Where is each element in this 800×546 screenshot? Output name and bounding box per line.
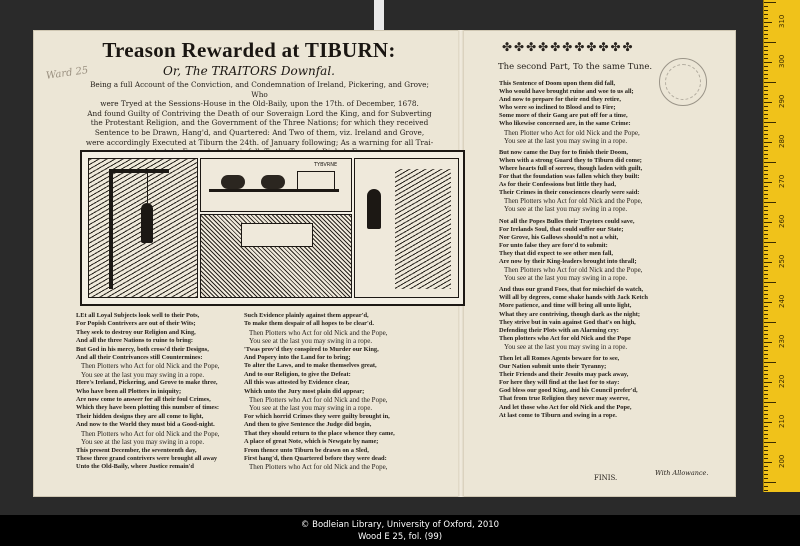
ruler-tick: [764, 430, 768, 431]
ruler-tick: [764, 406, 768, 407]
ruler-tick: [764, 214, 768, 215]
shelfmark-line: Wood E 25, fol. (99): [357, 532, 443, 542]
verse-line: Will all by degrees, come shake hands with Jack Ketch: [499, 294, 648, 302]
ruler-tick: [764, 182, 772, 183]
ruler-tick: [764, 30, 768, 31]
ruler-tick: [764, 354, 768, 355]
ruler-tick: [764, 350, 768, 351]
ruler-label: 290: [778, 94, 786, 108]
intro-line: were Tryed at the Sessions-House in the Old-Baily, upon the 17th. of December, 1678.: [100, 99, 419, 109]
verse-line: For here they will find at the last for to stay:: [499, 379, 620, 387]
ruler-tick: [764, 438, 768, 439]
verse-line: Then Plotters who Act for old Nick and the Pope,: [249, 396, 388, 405]
verse-column-3: [499, 80, 699, 420]
verse-line: 'Twas prov'd they conspired to Murder our King,: [244, 345, 379, 353]
ruler-tick: [764, 18, 768, 19]
ruler-tick: [764, 38, 768, 39]
verse-line: They that did expect to see other men fall,: [499, 249, 614, 257]
gallows-scene: [88, 158, 198, 298]
verse-line: For unto false they are fore'd to submit:: [499, 241, 608, 249]
part-two-heading: The second Part, To the same Tune.: [498, 62, 653, 72]
verse-line: You see at the last you may swing in a rope.: [81, 438, 205, 447]
ruler-tick: [764, 170, 768, 171]
ruler-tick: [764, 382, 772, 383]
ruler-tick: [764, 418, 768, 419]
verse-line: Then Plotters who Act for old Nick and the Pope,: [504, 197, 643, 206]
ruler-tick: [764, 230, 768, 231]
ruler-tick: [764, 54, 768, 55]
verse-line: For Popish Contrivers are out of their Wits;: [76, 320, 196, 328]
verse-line: You see at the last you may swing in a rope.: [81, 370, 205, 379]
ruler-tick: [764, 126, 768, 127]
intro-line: Being a full Account of the Conviction, and Condemnation of Ireland, Pickering, and Grove; Who: [90, 80, 429, 99]
ruler-tick: [764, 246, 768, 247]
verse-line: Some more of their Gang are put off for a time,: [499, 112, 628, 120]
verse-line: When with a strong Guard they to Tiburn did come;: [499, 156, 642, 164]
verse-line: More patience, and time will bring all unto light,: [499, 302, 632, 310]
verse-line: Nor Grove, his Gallows should'n not a whit,: [499, 233, 619, 241]
verse-line: That from true Religion they never may swerve,: [499, 395, 630, 403]
verse-line: And thus our grand Foes, that for mischief do watch,: [499, 286, 644, 294]
verse-line: And Popery into the Land for to bring;: [244, 354, 351, 362]
intro-line: the Protestant Religion, and the Government of the Three Nations; for which they received: [90, 118, 429, 128]
ruler-tick: [764, 206, 768, 207]
ruler-tick: [764, 174, 768, 175]
verse-line: Which unto the Jury most plain did appear;: [244, 387, 365, 395]
verse-line: You see at the last you may swing in a rope.: [249, 337, 373, 346]
ruler-tick: [764, 478, 768, 479]
verse-column-1: [76, 312, 246, 472]
verse-line: Who were so inclined to Blood and to Fire;: [499, 104, 616, 112]
verse-line: And now to the World they must bid a Good-night.: [76, 421, 215, 429]
verse-line: And now to prepare for their end they retire,: [499, 96, 621, 104]
ruler-label: 200: [778, 454, 786, 468]
ruler-tick: [764, 338, 768, 339]
verse-line: And let those who Act for old Nick and the Pope,: [499, 403, 632, 411]
ruler-tick: [764, 254, 768, 255]
intro-line: And found Guilty of Contriving the Death of our Soveraign Lord the King, and for Subverting: [87, 108, 432, 118]
ruler-tick: [764, 98, 768, 99]
ruler-tick: [764, 166, 768, 167]
ruler-tick: [764, 210, 768, 211]
ruler-tick: [764, 138, 768, 139]
intro-line: were accordingly Executed at Tiburn the 24th. of January following; As a warning for all Trai-: [85, 137, 434, 147]
ruler-tick: [764, 322, 776, 323]
ruler-tick: [764, 242, 776, 243]
verse-line: You see at the last you may swing in a rope.: [504, 205, 628, 214]
ruler-tick: [764, 362, 776, 363]
ruler-tick: [764, 414, 768, 415]
ruler-tick: [764, 194, 768, 195]
ruler-label: 270: [778, 174, 786, 188]
image-caption: [0, 519, 800, 543]
verse-line: They seek to destroy our Religion and King,: [76, 328, 196, 336]
ruler-tick: [764, 78, 768, 79]
ruler-tick: [764, 374, 768, 375]
verse-line: Then Plotters who Act for old Nick and the Pope,: [81, 429, 220, 438]
ruler-tick: [764, 298, 768, 299]
ruler-tick: [764, 422, 772, 423]
ruler-tick: [764, 386, 768, 387]
verse-line: Such Evidence plainly against them appear'd,: [244, 312, 369, 319]
ruler-tick: [764, 334, 768, 335]
ruler-tick: [764, 470, 768, 471]
ruler-tick: [764, 86, 768, 87]
ruler-tick: [764, 474, 768, 475]
verse-line: This Sentence of Doom upon them did fall,: [499, 80, 616, 87]
manuscript-shelfmark: Ward 25: [45, 65, 90, 82]
verse-line: These three grand contrivers were brought all away: [76, 454, 218, 462]
ruler-tick: [764, 74, 768, 75]
verse-line: Then Plotters who Act for old Nick and the Pope,: [249, 328, 388, 337]
ruler-tick: [764, 66, 768, 67]
prison-scene: [354, 158, 459, 298]
verse-line: God bless our good King, and his Council prefer'd,: [499, 387, 638, 395]
ruler-tick: [764, 22, 772, 23]
ruler-tick: [764, 370, 768, 371]
verse-line: And then to give Sentence the Judge did begin,: [244, 421, 372, 429]
ruler-tick: [764, 278, 768, 279]
ruler-tick: [764, 186, 768, 187]
intro-paragraph: [82, 80, 437, 157]
ruler-tick: [764, 154, 768, 155]
verse-line: Then let all Romes Agents beware for to see,: [499, 355, 620, 362]
verse-line: From thence unto Tiburn be drawn on a Sled,: [244, 446, 369, 454]
woodcut-label: TYBVRNE: [314, 162, 338, 168]
verse-line: You see at the last you may swing in a rope.: [504, 342, 628, 351]
ruler-tick: [764, 274, 768, 275]
verse-line: And all their Contrivances still Countermines:: [76, 354, 203, 362]
broadside-title: Treason Rewarded at TIBURN:: [102, 38, 396, 62]
verse-line: Who have been all Plotters in iniquity;: [76, 387, 182, 395]
verse-line: To alter the Laws, and to make themselves great,: [244, 362, 377, 370]
verse-line: Who likewise concerned are, in the same Crime:: [499, 120, 631, 128]
ruler-tick: [764, 190, 768, 191]
ruler-tick: [764, 14, 768, 15]
ruler-tick: [764, 142, 772, 143]
verse-line: A place of great Note, which is Newgate by name;: [244, 438, 379, 446]
ruler-tick: [764, 178, 768, 179]
verse-line: But God in his mercy, both cross'd their Designs,: [76, 345, 209, 353]
ruler-tick: [764, 330, 768, 331]
verse-line: As for their Confessions but little they had,: [499, 181, 616, 189]
ruler-tick: [764, 70, 768, 71]
quartering-scene: [200, 214, 352, 298]
verse-line: First hang'd, then Quartered before they were dead:: [244, 454, 387, 462]
verse-line: Then Plotters who Act for old Nick and the Pope,: [504, 266, 643, 275]
verse-line: This present December, the seventeenth day,: [76, 446, 197, 454]
verse-line: You see at the last you may swing in a rope.: [504, 274, 628, 283]
verse-line: You see at the last you may swing in a rope.: [504, 136, 628, 145]
scale-ruler: [763, 0, 800, 492]
ruler-label: 280: [778, 134, 786, 148]
verse-line: Their Crimes in their consciences clearly were said:: [499, 189, 640, 197]
ruler-tick: [764, 94, 768, 95]
verse-line: They strive but in vain against God that's on high,: [499, 318, 636, 326]
verse-line: For that the foundation was fallen which they built:: [499, 173, 640, 181]
ruler-tick: [764, 270, 768, 271]
verse-line: Defending their Plots with an Alarming cry:: [499, 326, 619, 334]
verse-line: Their hidden designs they are all come to light,: [76, 412, 204, 420]
ruler-tick: [764, 466, 768, 467]
ruler-label: 250: [778, 254, 786, 268]
ruler-tick: [764, 378, 768, 379]
ruler-tick: [764, 202, 776, 203]
ruler-tick: [764, 434, 768, 435]
verse-line: You see at the last you may swing in a rope.: [249, 404, 373, 413]
ruler-tick: [764, 426, 768, 427]
ruler-label: 220: [778, 374, 786, 388]
ruler-tick: [764, 2, 776, 3]
verse-line: That they should return to the place whence they came,: [244, 429, 395, 437]
ruler-tick: [764, 262, 772, 263]
verse-line: For Irelands Soul, that could suffer our State;: [499, 225, 624, 233]
verse-line: Unto the Old-Baily, where Justice remain'd: [76, 463, 194, 471]
verse-line: LEt all Loyal Subjects look well to their Pots,: [76, 312, 200, 319]
ruler-label: 230: [778, 334, 786, 348]
ruler-label: 210: [778, 414, 786, 428]
ruler-tick: [764, 462, 772, 463]
ruler-tick: [764, 366, 768, 367]
ruler-tick: [764, 198, 768, 199]
verse-line: Their Friends and their Jesuits may pack away,: [499, 371, 629, 379]
ruler-tick: [764, 234, 768, 235]
ruler-tick: [764, 250, 768, 251]
verse-line: Are now come to answer for all their foul Crimes,: [76, 396, 211, 404]
ruler-label: 240: [778, 294, 786, 308]
finis: FINIS.: [594, 474, 618, 482]
ruler-tick: [764, 410, 768, 411]
verse-line: And to our Religion, to give the Defeat:: [244, 370, 351, 378]
ruler-label: 310: [778, 14, 786, 28]
ruler-tick: [764, 110, 768, 111]
ruler-label: 260: [778, 214, 786, 228]
ruler-tick: [764, 238, 768, 239]
ruler-tick: [764, 290, 768, 291]
ruler-tick: [764, 158, 768, 159]
ruler-tick: [764, 482, 776, 483]
ruler-tick: [764, 46, 768, 47]
verse-line: Then Plotter who Act for old Nick and the Pope,: [504, 128, 640, 137]
ruler-tick: [764, 442, 776, 443]
verse-line: All this was attested by Evidence clear,: [244, 379, 350, 387]
ruler-tick: [764, 302, 772, 303]
binding-tab: [374, 0, 384, 30]
ruler-tick: [764, 34, 768, 35]
ruler-tick: [764, 318, 768, 319]
verse-line: For which horrid Crimes they were guilty brought in,: [244, 412, 390, 420]
verse-line: Are now by their King-leaders brought into thrall;: [499, 257, 637, 265]
verse-line: Our Nation submit unto their Tyranny;: [499, 363, 607, 371]
ruler-tick: [764, 294, 768, 295]
verse-column-2: [244, 312, 454, 472]
ruler-tick: [764, 150, 768, 151]
ruler-tick: [764, 146, 768, 147]
ruler-tick: [764, 394, 768, 395]
part-two-ornament: ✤✤✤✤✤✤✤✤✤✤✤: [502, 40, 635, 54]
ruler-tick: [764, 458, 768, 459]
verse-line: Who would have brought ruine and woe to us all;: [499, 88, 634, 96]
ruler-tick: [764, 310, 768, 311]
ruler-tick: [764, 358, 768, 359]
ruler-tick: [764, 266, 768, 267]
verse-line: What they are contriving, though dark as the night;: [499, 310, 641, 318]
ruler-tick: [764, 26, 768, 27]
ruler-tick: [764, 342, 772, 343]
ruler-tick: [764, 454, 768, 455]
ruler-tick: [764, 346, 768, 347]
verse-line: Where hearts full of sorrow, though laden with guilt,: [499, 164, 643, 172]
ruler-tick: [764, 490, 768, 491]
broadside-subtitle: Or, The TRAITORS Downfal.: [163, 64, 335, 78]
ruler-tick: [764, 10, 768, 11]
ruler-tick: [764, 258, 768, 259]
verse-line: At last come to Tiburn and swing in a rope.: [499, 411, 617, 419]
ruler-tick: [764, 446, 768, 447]
ruler-tick: [764, 122, 776, 123]
allowance-note: With Allowance.: [655, 469, 709, 477]
ruler-tick: [764, 58, 768, 59]
ruler-tick: [764, 450, 768, 451]
ruler-tick: [764, 326, 768, 327]
ruler-tick: [764, 50, 768, 51]
ruler-tick: [764, 62, 772, 63]
ruler-tick: [764, 398, 768, 399]
ruler-tick: [764, 282, 776, 283]
ruler-tick: [764, 118, 768, 119]
ruler-tick: [764, 82, 776, 83]
verse-line: Then Plotters who Act for old Nick and the Pope,: [81, 362, 220, 371]
ruler-tick: [764, 486, 768, 487]
ruler-tick: [764, 314, 768, 315]
verse-line: Then plotters who Act for old Nick and the Pope: [499, 334, 631, 342]
verse-line: To make them despair of all hopes to be clear'd.: [244, 320, 374, 328]
ruler-tick: [764, 130, 768, 131]
ruler-tick: [764, 6, 768, 7]
ruler-tick: [764, 102, 772, 103]
verse-line: And all the three Nations to ruine to bring:: [76, 337, 194, 345]
ruler-tick: [764, 162, 776, 163]
ruler-tick: [764, 286, 768, 287]
ruler-tick: [764, 402, 776, 403]
ruler-tick: [764, 114, 768, 115]
ruler-tick: [764, 390, 768, 391]
ruler-tick: [764, 218, 768, 219]
ruler-tick: [764, 222, 772, 223]
ruler-tick: [764, 226, 768, 227]
copyright-line: © Bodleian Library, University of Oxford, 2010: [300, 520, 500, 530]
ruler-tick: [764, 90, 768, 91]
ruler-label: 300: [778, 54, 786, 68]
woodcut-illustration: [80, 150, 465, 306]
verse-line: Here's Ireland, Pickering, and Grove to make three,: [76, 379, 218, 387]
verse-line: Not all the Popes Bulles their Traytors could save,: [499, 217, 635, 225]
ruler-tick: [764, 42, 776, 43]
verse-line: But now came the Day for to finish their Doom,: [499, 148, 628, 156]
ruler-tick: [764, 134, 768, 135]
intro-line: Sentence to be Drawn, Hang'd, and Quartered: And Two of them, viz. Ireland and Grove,: [94, 127, 425, 137]
ruler-tick: [764, 306, 768, 307]
ruler-tick: [764, 106, 768, 107]
verse-line: Which they have been plotting this number of times:: [76, 404, 219, 412]
verse-line: Then Plotters who Act for old Nick and the Pope,: [249, 463, 388, 472]
